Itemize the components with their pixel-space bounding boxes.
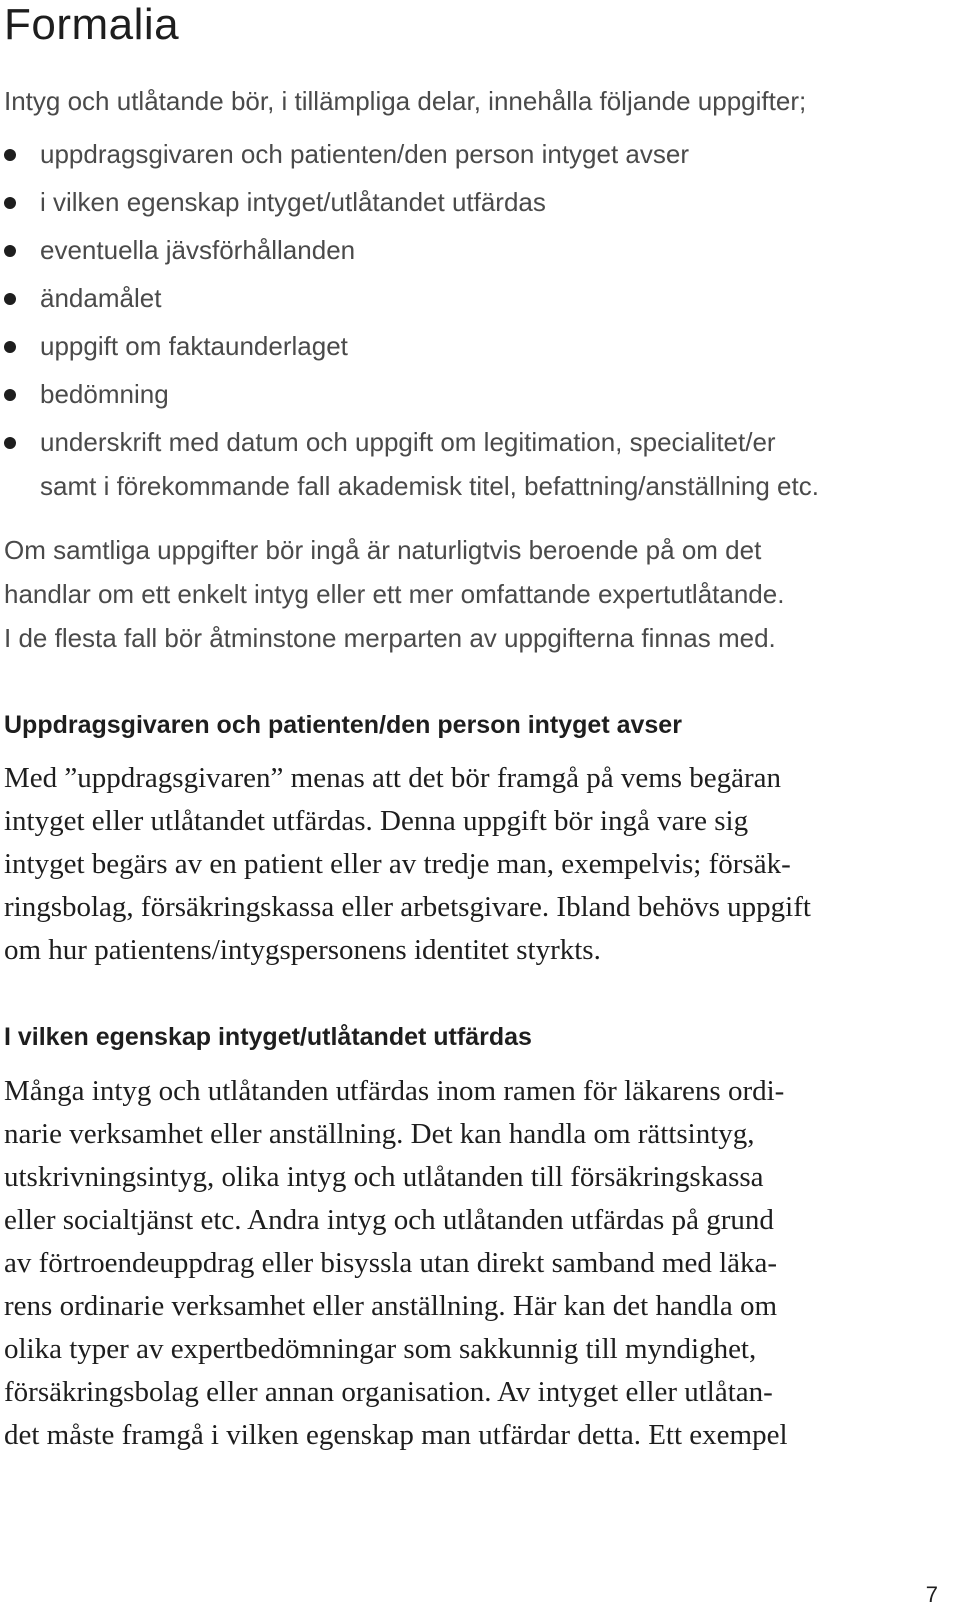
list-item: bedömning [0, 370, 819, 418]
section-heading-egenskap: I vilken egenskap intyget/utlåtandet utfärdas [4, 1023, 532, 1051]
list-item: ändamålet [0, 274, 819, 322]
section-heading-uppdragsgivaren: Uppdragsgivaren och patienten/den person intyget avser [4, 711, 682, 739]
bullet-icon [4, 389, 16, 401]
list-item: underskrift med datum och uppgift om legitimation, specialitet/er samt i förekommande fall akademisk titel, befattning/anställning etc. [0, 418, 819, 510]
bullet-icon [4, 341, 16, 353]
bullet-icon [4, 149, 16, 161]
list-item: uppgift om faktaunderlaget [0, 322, 819, 370]
page-number: 7 [925, 1582, 938, 1607]
intro-text: Intyg och utlåtande bör, i tillämpliga delar, innehålla följande uppgifter; [4, 86, 807, 116]
page-title: Formalia [4, 0, 180, 49]
section-body-uppdragsgivaren: Med ”uppdragsgivaren” menas att det bör framgå på vems begäran intyget eller utlåtandet utfärdas. Denna uppgift bör ingå vare sig intyget begärs av en patient eller av tredje man, exempelvis; försäk- ringsbolag, försäkringskassa eller arbetsgivare. Ibland behövs uppgift om hur patientens/intygspersonens identitet styrkts. [4, 762, 811, 966]
summary-paragraph: Om samtliga uppgifter bör ingå är naturligtvis beroende på om det handlar om ett enkelt intyg eller ett mer omfattande expertutlåtande. I de flesta fall bör åtminstone merparten av uppgifterna finnas med. [4, 535, 785, 653]
bullet-icon [4, 197, 16, 209]
section-body-egenskap: Många intyg och utlåtanden utfärdas inom ramen för läkarens ordi- narie verksamhet eller anställning. Det kan handla om rättsintyg, utskrivningsintyg, olika intyg och utlåtanden till försäkringskassa eller socialtjänst etc. Andra intyg och utlåtanden utfärdas på grund av förtroendeuppdrag eller bisyssla utan direkt samband med läka- rens ordinarie verksamhet eller anställning. Här kan det handla om olika typer av expertbedömningar som sakkunnig till myndighet, försäkringsbolag eller annan organisation. Av intyget eller utlåtan- det måste framgå i vilken egenskap man utfärdar detta. Ett exempel [4, 1075, 788, 1451]
requirements-list [0, 130, 819, 510]
list-item: eventuella jävsförhållanden [0, 226, 819, 274]
bullet-icon [4, 293, 16, 305]
list-item: uppdragsgivaren och patienten/den person intyget avser [0, 130, 819, 178]
bullet-icon [4, 437, 16, 449]
bullet-icon [4, 245, 16, 257]
list-item: i vilken egenskap intyget/utlåtandet utfärdas [0, 178, 819, 226]
